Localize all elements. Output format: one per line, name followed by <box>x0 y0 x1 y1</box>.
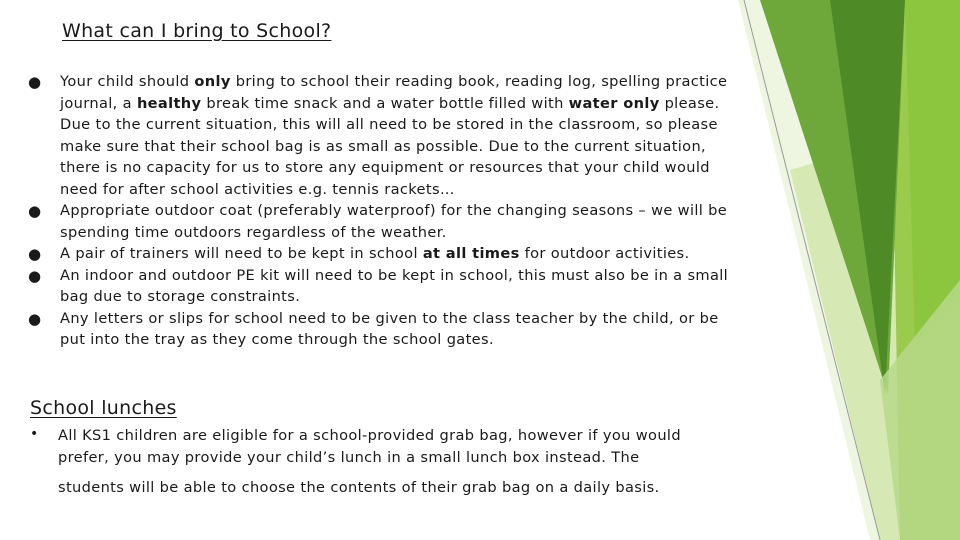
lunch-text-line-2: prefer, you may provide your child’s lunch in a small lunch box instead. The <box>58 449 640 466</box>
item-text: break time snack and a water bottle filled with <box>201 94 569 112</box>
item-text: please. Due to the current situation, this will all need to be stored in the classroom, so please make sure that their school bag is as small as possible. Due to the current situation, there is no capacity for us to store any equipment or resources that your child would need for after school activities e.g. tennis rackets… <box>60 94 720 198</box>
bullet-icon: ● <box>28 266 42 285</box>
item-text: for outdoor activities. <box>519 245 690 262</box>
bullet-icon: ● <box>28 73 42 91</box>
bring-to-school-list <box>28 71 740 351</box>
school-lunches-heading: School lunches <box>30 397 177 419</box>
item-text: Your child should <box>60 73 195 90</box>
list-item <box>28 243 740 265</box>
emphasis-text: healthy <box>136 94 202 112</box>
emphasis-text: at all times <box>422 245 520 262</box>
item-text: bring to school their reading book, reading log, spelling practice journal, a <box>60 73 728 112</box>
bullet-icon: ● <box>28 202 42 220</box>
item-text: A pair of trainers will need to be kept in school <box>60 245 423 262</box>
item-text: Appropriate outdoor coat (preferably waterproof) for the changing seasons – we will be spending time outdoors regardless of the weather. <box>60 202 728 241</box>
bullet-icon: ● <box>28 245 42 263</box>
bullet-icon: ● <box>28 309 42 328</box>
emphasis-text: water only <box>568 94 660 112</box>
list-item <box>28 308 740 351</box>
emphasis-text: only <box>194 73 231 90</box>
page-title: What can I bring to School? <box>62 20 332 42</box>
item-text: Any letters or slips for school need to be given to the class teacher by the child, or be put into the tray as they come through the school gates. <box>60 309 719 348</box>
lunch-text-line-3: students will be able to choose the contents of their grab bag on a daily basis. <box>58 479 660 496</box>
list-item <box>28 200 740 243</box>
bullet-icon: • <box>30 426 39 442</box>
list-item <box>28 71 740 200</box>
list-item <box>28 265 740 308</box>
item-text: An indoor and outdoor PE kit will need to be kept in school, this must also be in a small bag due to storage constraints. <box>60 266 729 305</box>
lunch-text-line-1: All KS1 children are eligible for a school-provided grab bag, however if you would <box>58 427 681 444</box>
